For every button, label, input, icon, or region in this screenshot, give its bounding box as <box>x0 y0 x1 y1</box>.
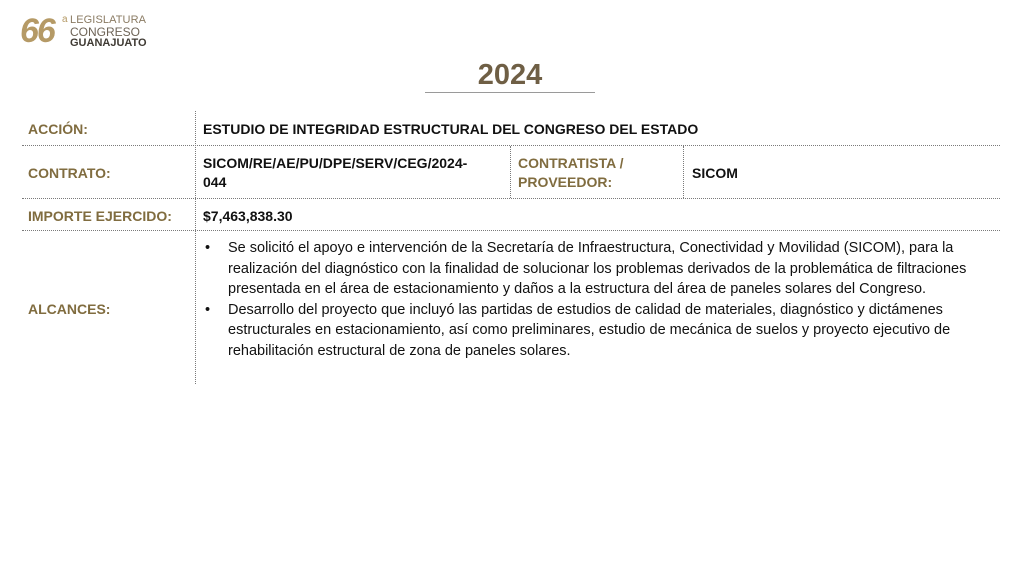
row-divider <box>22 198 1000 199</box>
contrato-value-line1: SICOM/RE/AE/PU/DPE/SERV/CEG/2024- <box>203 155 468 171</box>
logo-text <box>70 15 147 49</box>
column-divider <box>510 146 511 198</box>
logo-line-legislatura: LEGISLATURA <box>70 14 147 26</box>
logo-line-guanajuato: GUANAJUATO <box>70 37 147 49</box>
logo-line-congreso: CONGRESO <box>70 25 141 39</box>
row-divider <box>22 230 1000 231</box>
importe-label: IMPORTE EJERCIDO: <box>28 208 172 224</box>
title-underline <box>425 92 595 93</box>
logo-superscript: a <box>62 14 68 25</box>
accion-value: ESTUDIO DE INTEGRIDAD ESTRUCTURAL DEL CONGRESO DEL ESTADO <box>203 121 699 137</box>
contratista-label-line1: CONTRATISTA / <box>518 155 624 171</box>
congress-logo <box>20 13 150 49</box>
alcances-list <box>202 238 992 361</box>
alcances-item-text: Desarrollo del proyecto que incluyó las partidas de estudios de calidad de materiales, diagnóstico y dictámenes estructurales en estacionamiento, así como preliminares, estudio de mecánica de suelos y proyecto ejecutivo de rehabilitación estructural de zona de paneles solares. <box>228 301 951 359</box>
bullet-icon: • <box>205 301 211 318</box>
accion-label: ACCIÓN: <box>28 121 88 137</box>
row-divider <box>22 145 1000 146</box>
contrato-label: CONTRATO: <box>28 165 111 181</box>
list-item <box>202 238 992 300</box>
contratista-value: SICOM <box>692 165 738 181</box>
column-divider <box>683 146 684 198</box>
logo-number: 66 <box>20 12 54 50</box>
alcances-item-text: Se solicitó el apoyo e intervención de la Secretaría de Infraestructura, Conectividad y Movilidad (SICOM), para la realización del diagnóstico con la finalidad de solucionar los problemas derivados de la problemática de filtraciones presentada en el área de estacionamiento y daños a la estructura del área de paneles solares del Congreso. <box>228 240 967 297</box>
contratista-label-line2: PROVEEDOR: <box>518 174 613 190</box>
importe-value: $7,463,838.30 <box>203 208 293 224</box>
list-item <box>202 300 992 362</box>
contrato-value-line2: 044 <box>203 174 227 190</box>
column-divider <box>195 111 196 384</box>
alcances-label: ALCANCES: <box>28 301 111 317</box>
bullet-icon: • <box>205 240 211 256</box>
page-title-year: 2024 <box>477 59 543 91</box>
